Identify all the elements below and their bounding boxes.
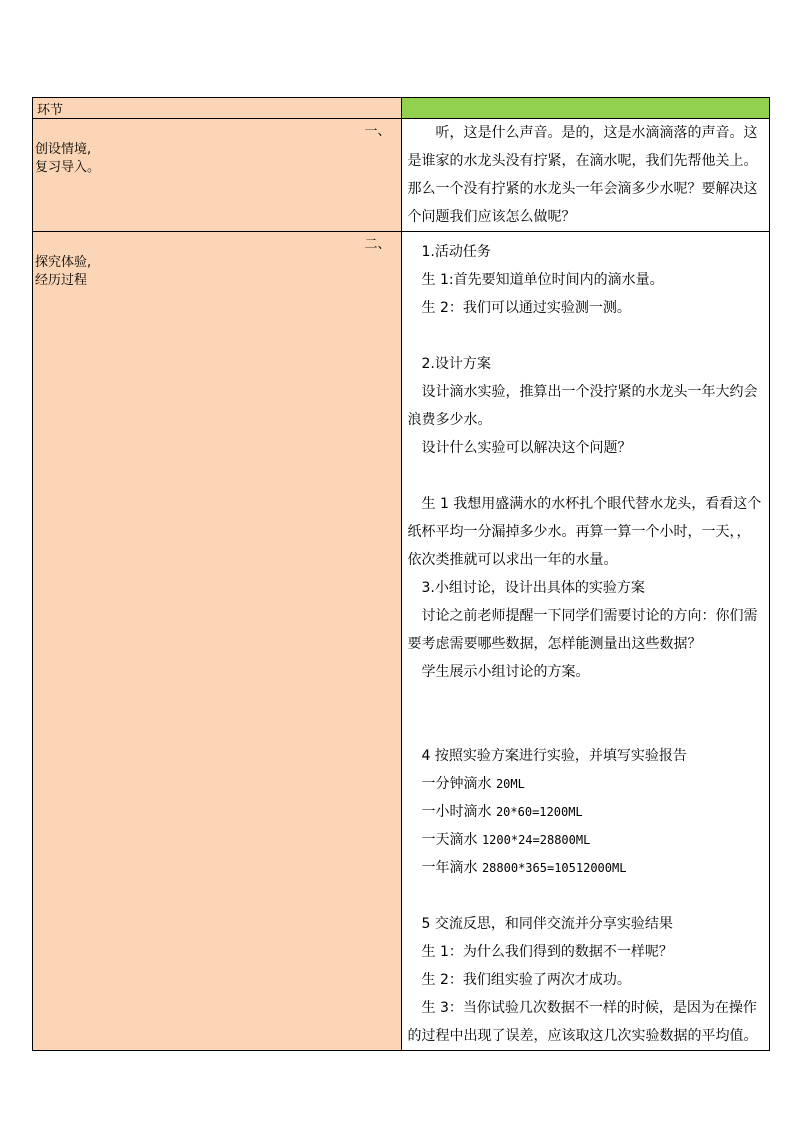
spacer [408, 462, 764, 490]
section-1-title [33, 119, 402, 232]
result-value: 28800*365=10512000ML [481, 861, 627, 875]
header-cell-label: 环节 [33, 98, 402, 119]
lesson-table [32, 97, 770, 1051]
reflection-student-2: 生 2：我们组实验了两次才成功。 [421, 972, 631, 988]
result-value: 20ML [495, 777, 525, 791]
design-plan-text: 设计滴水实验，推算出一个没拧紧的水龙头一年大约会浪费多少水。 [407, 384, 758, 428]
section-2-row [33, 232, 770, 1051]
reflection-heading: 5 交流反思，和同伴交流并分享实验结果 [421, 916, 673, 932]
section-1-title-line1: 创设情境, [35, 142, 92, 157]
section-2-title [33, 232, 402, 1051]
section-2-number: 二、 [364, 237, 391, 252]
student-1-line: 生 1:首先要知道单位时间内的滴水量。 [421, 272, 664, 288]
result-per-hour [408, 798, 764, 826]
design-plan-question: 设计什么实验可以解决这个问题？ [421, 440, 632, 456]
section-2-title-line1: 探究体验, [35, 255, 92, 270]
result-label: 一天滴水 [421, 832, 482, 848]
section-1-number: 一、 [364, 124, 391, 139]
section-1-text: 听，这是什么声音。是的，这是水滴滴落的声音。这是谁家的水龙头没有拧紧，在滴水呢，我们先帮他关上。那么一个没有拧紧的水龙头一年会滴多少水呢？要解决这个问题我们应该怎么做呢？ [407, 125, 758, 225]
result-label: 一年滴水 [421, 860, 482, 876]
result-label: 一小时滴水 [421, 804, 496, 820]
section-1-title-line2: 复习导入。 [35, 160, 101, 175]
section-1-content [401, 119, 770, 232]
result-label: 一分钟滴水 [421, 776, 496, 792]
teacher-reminder: 讨论之前老师提醒一下同学们需要讨论的方向：你们需要考虑需要哪些数据，怎样能测量出这些数据？ [407, 608, 758, 652]
design-plan-heading: 2.设计方案 [421, 356, 491, 372]
experiment-heading: 4 按照实验方案进行实验，并填写实验报告 [421, 748, 687, 764]
result-per-day [408, 826, 764, 854]
header-cell-fill [401, 98, 770, 119]
result-value: 20*60=1200ML [495, 805, 583, 819]
students-present-plan: 学生展示小组讨论的方案。 [421, 664, 590, 680]
result-per-minute [408, 770, 764, 798]
result-value: 1200*24=28800ML [481, 833, 591, 847]
header-row [33, 98, 770, 119]
student-1-idea: 生 1 我想用盛满水的水杯扎个眼代替水龙头，看看这个纸杯平均一分漏掉多少水。再算一算一个小时，一天，，依次类推就可以求出一年的水量。 [407, 496, 762, 568]
spacer [408, 882, 764, 910]
spacer [408, 322, 764, 350]
section-2-content [401, 232, 770, 1051]
group-discussion-heading: 3.小组讨论，设计出具体的实验方案 [421, 580, 645, 596]
section-1-row [33, 119, 770, 232]
result-per-year [408, 854, 764, 882]
activity-task-heading: 1.活动任务 [421, 244, 491, 260]
reflection-student-3: 生 3：当你试验几次数据不一样的时候，是因为在操作的过程中出现了误差，应该取这几次实验数据的平均值。 [407, 1000, 758, 1044]
section-2-title-line2: 经历过程 [35, 273, 88, 288]
student-2-line: 生 2：我们可以通过实验测一测。 [421, 300, 631, 316]
spacer [408, 686, 764, 742]
reflection-student-1: 生 1：为什么我们得到的数据不一样呢？ [421, 944, 673, 960]
